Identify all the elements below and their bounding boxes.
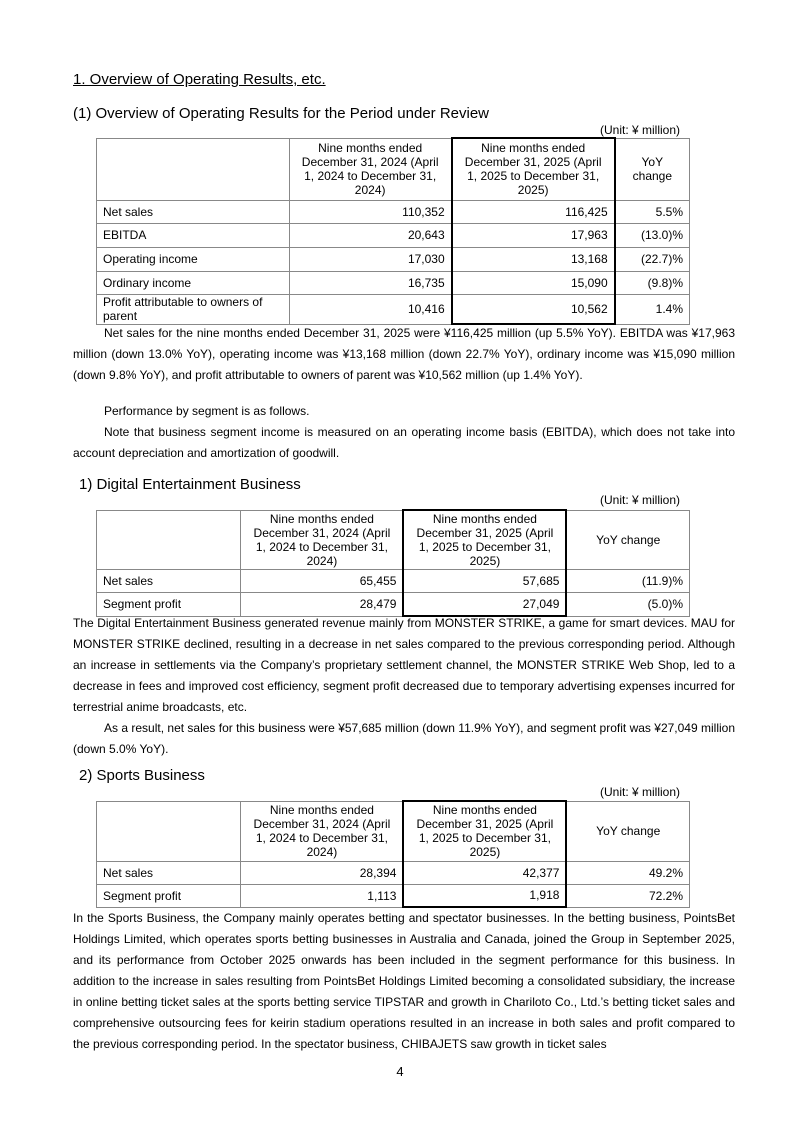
table-cell: 28,479: [241, 592, 404, 616]
digital-heading: 1) Digital Entertainment Business: [79, 476, 301, 493]
unit-label: (Unit: ¥ million): [599, 123, 680, 137]
digital-table: [96, 509, 690, 617]
table-cell: 13,168: [452, 247, 615, 271]
table-cell: Segment profit: [97, 592, 241, 616]
sports-paragraph: In the Sports Business, the Company mainly operates betting and spectator businesses. In the betting business, PointsBet Holdings Limited, which operates sports betting businesses in Australia and Canada, joined the Group in September 2025, and its performance from October 2025 onwards has been included in the segment performance for this business. In addition to the increase in sales resulting from PointsBet Holdings Limited becoming a consolidated subsidiary, the increase in online betting ticket sales at the sports betting service TIPSTAR and growth in Chariloto Co., Ltd.’s betting ticket sales and comprehensive outsourcing fees for keirin stadium operations resulted in an increase in both sales and profit compared to the previous corresponding period. In the spectator business, CHIBAJETS saw growth in ticket sales: [73, 911, 735, 1051]
subsection-heading: (1) Overview of Operating Results for the Period under Review: [73, 105, 490, 122]
table-cell: 72.2%: [566, 884, 689, 907]
table-cell: 17,030: [289, 247, 452, 271]
table-row: [97, 884, 690, 907]
table-cell: 27,049: [403, 592, 566, 616]
table-row: [97, 200, 690, 223]
segment-intro: Performance by segment is as follows. Note that business segment income is measured on an operating income basis (EBITDA), which does not take into account depreciation and amortization of goodwill.: [73, 404, 735, 460]
table-cell: Net sales: [97, 861, 241, 884]
header-cell: Nine months ended December 31, 2024 (April 1, 2024 to December 31, 2024): [241, 510, 404, 569]
table-cell: 1,918: [403, 884, 566, 907]
header-cell: Nine months ended December 31, 2025 (April 1, 2025 to December 31, 2025): [452, 138, 615, 200]
table-cell: 5.5%: [615, 200, 690, 223]
page-number: 4: [396, 1064, 404, 1079]
table-cell: Segment profit: [97, 884, 241, 907]
table-cell: Net sales: [97, 569, 241, 592]
table-cell: 10,416: [289, 294, 452, 324]
unit-label: (Unit: ¥ million): [599, 785, 680, 799]
sports-heading: 2) Sports Business: [79, 767, 205, 784]
table-cell: Operating income: [97, 247, 290, 271]
table-row: [97, 271, 690, 294]
table-cell: 42,377: [403, 861, 566, 884]
section-heading: 1. Overview of Operating Results, etc.: [73, 71, 326, 88]
table-cell: 17,963: [452, 223, 615, 247]
header-cell: [97, 510, 241, 569]
table-cell: 28,394: [241, 861, 404, 884]
header-cell: [97, 138, 290, 200]
digital-paragraph: The Digital Entertainment Business generated revenue mainly from MONSTER STRIKE, a game for smart devices. MAU for MONSTER STRIKE declined, resulting in a decrease in net sales compared to the previous corresponding period. Although an increase in settlements via the Company’s proprietary settlement channel, the MONSTER STRIKE Web Shop, led to a decrease in fees and improved cost efficiency, segment profit decreased due to temporary advertising expenses incurred for terrestrial anime broadcasts, etc. As a result, net sales for this business were ¥57,685 million (down 11.9% YoY), and segment profit was ¥27,049 million (down 5.0% YoY).: [73, 616, 735, 756]
header-cell: Nine months ended December 31, 2024 (April 1, 2024 to December 31, 2024): [241, 801, 404, 861]
table-cell: 65,455: [241, 569, 404, 592]
header-cell: Nine months ended December 31, 2025 (April 1, 2025 to December 31, 2025): [403, 801, 566, 861]
header-cell: YoY change: [566, 510, 689, 569]
table-cell: 57,685: [403, 569, 566, 592]
table-row: [97, 223, 690, 247]
table-cell: 16,735: [289, 271, 452, 294]
table-cell: Profit attributable to owners of parent: [97, 294, 290, 324]
table-cell: 1,113: [241, 884, 404, 907]
table-cell: (13.0)%: [615, 223, 690, 247]
table-row: [97, 861, 690, 884]
header-cell: YoY change: [566, 801, 689, 861]
table-cell: 10,562: [452, 294, 615, 324]
table-cell: (5.0)%: [566, 592, 689, 616]
table-cell: Net sales: [97, 200, 290, 223]
table-cell: (9.8)%: [615, 271, 690, 294]
unit-label: (Unit: ¥ million): [599, 493, 680, 507]
header-cell: [97, 801, 241, 861]
overview-paragraph: Net sales for the nine months ended December 31, 2025 were ¥116,425 million (up 5.5% YoY). EBITDA was ¥17,963 million (down 13.0% YoY), operating income was ¥13,168 million (down 22.7% YoY), ordinary income was ¥15,090 million (down 9.8% YoY), and profit attributable to owners of parent was ¥10,562 million (up 1.4% YoY).: [73, 326, 735, 382]
table-cell: 49.2%: [566, 861, 689, 884]
table-cell: 15,090: [452, 271, 615, 294]
overview-table: [96, 137, 690, 325]
table-row: [97, 294, 690, 324]
header-cell: Nine months ended December 31, 2025 (April 1, 2025 to December 31, 2025): [403, 510, 566, 569]
table-row: [97, 569, 690, 592]
table-cell: 20,643: [289, 223, 452, 247]
table-cell: EBITDA: [97, 223, 290, 247]
table-cell: (22.7)%: [615, 247, 690, 271]
header-cell: Nine months ended December 31, 2024 (April 1, 2024 to December 31, 2024): [289, 138, 452, 200]
table-cell: 116,425: [452, 200, 615, 223]
table-row: [97, 247, 690, 271]
table-cell: 1.4%: [615, 294, 690, 324]
header-cell: YoY change: [615, 138, 690, 200]
table-cell: 110,352: [289, 200, 452, 223]
sports-table: [96, 800, 690, 908]
table-cell: (11.9)%: [566, 569, 689, 592]
table-cell: Ordinary income: [97, 271, 290, 294]
